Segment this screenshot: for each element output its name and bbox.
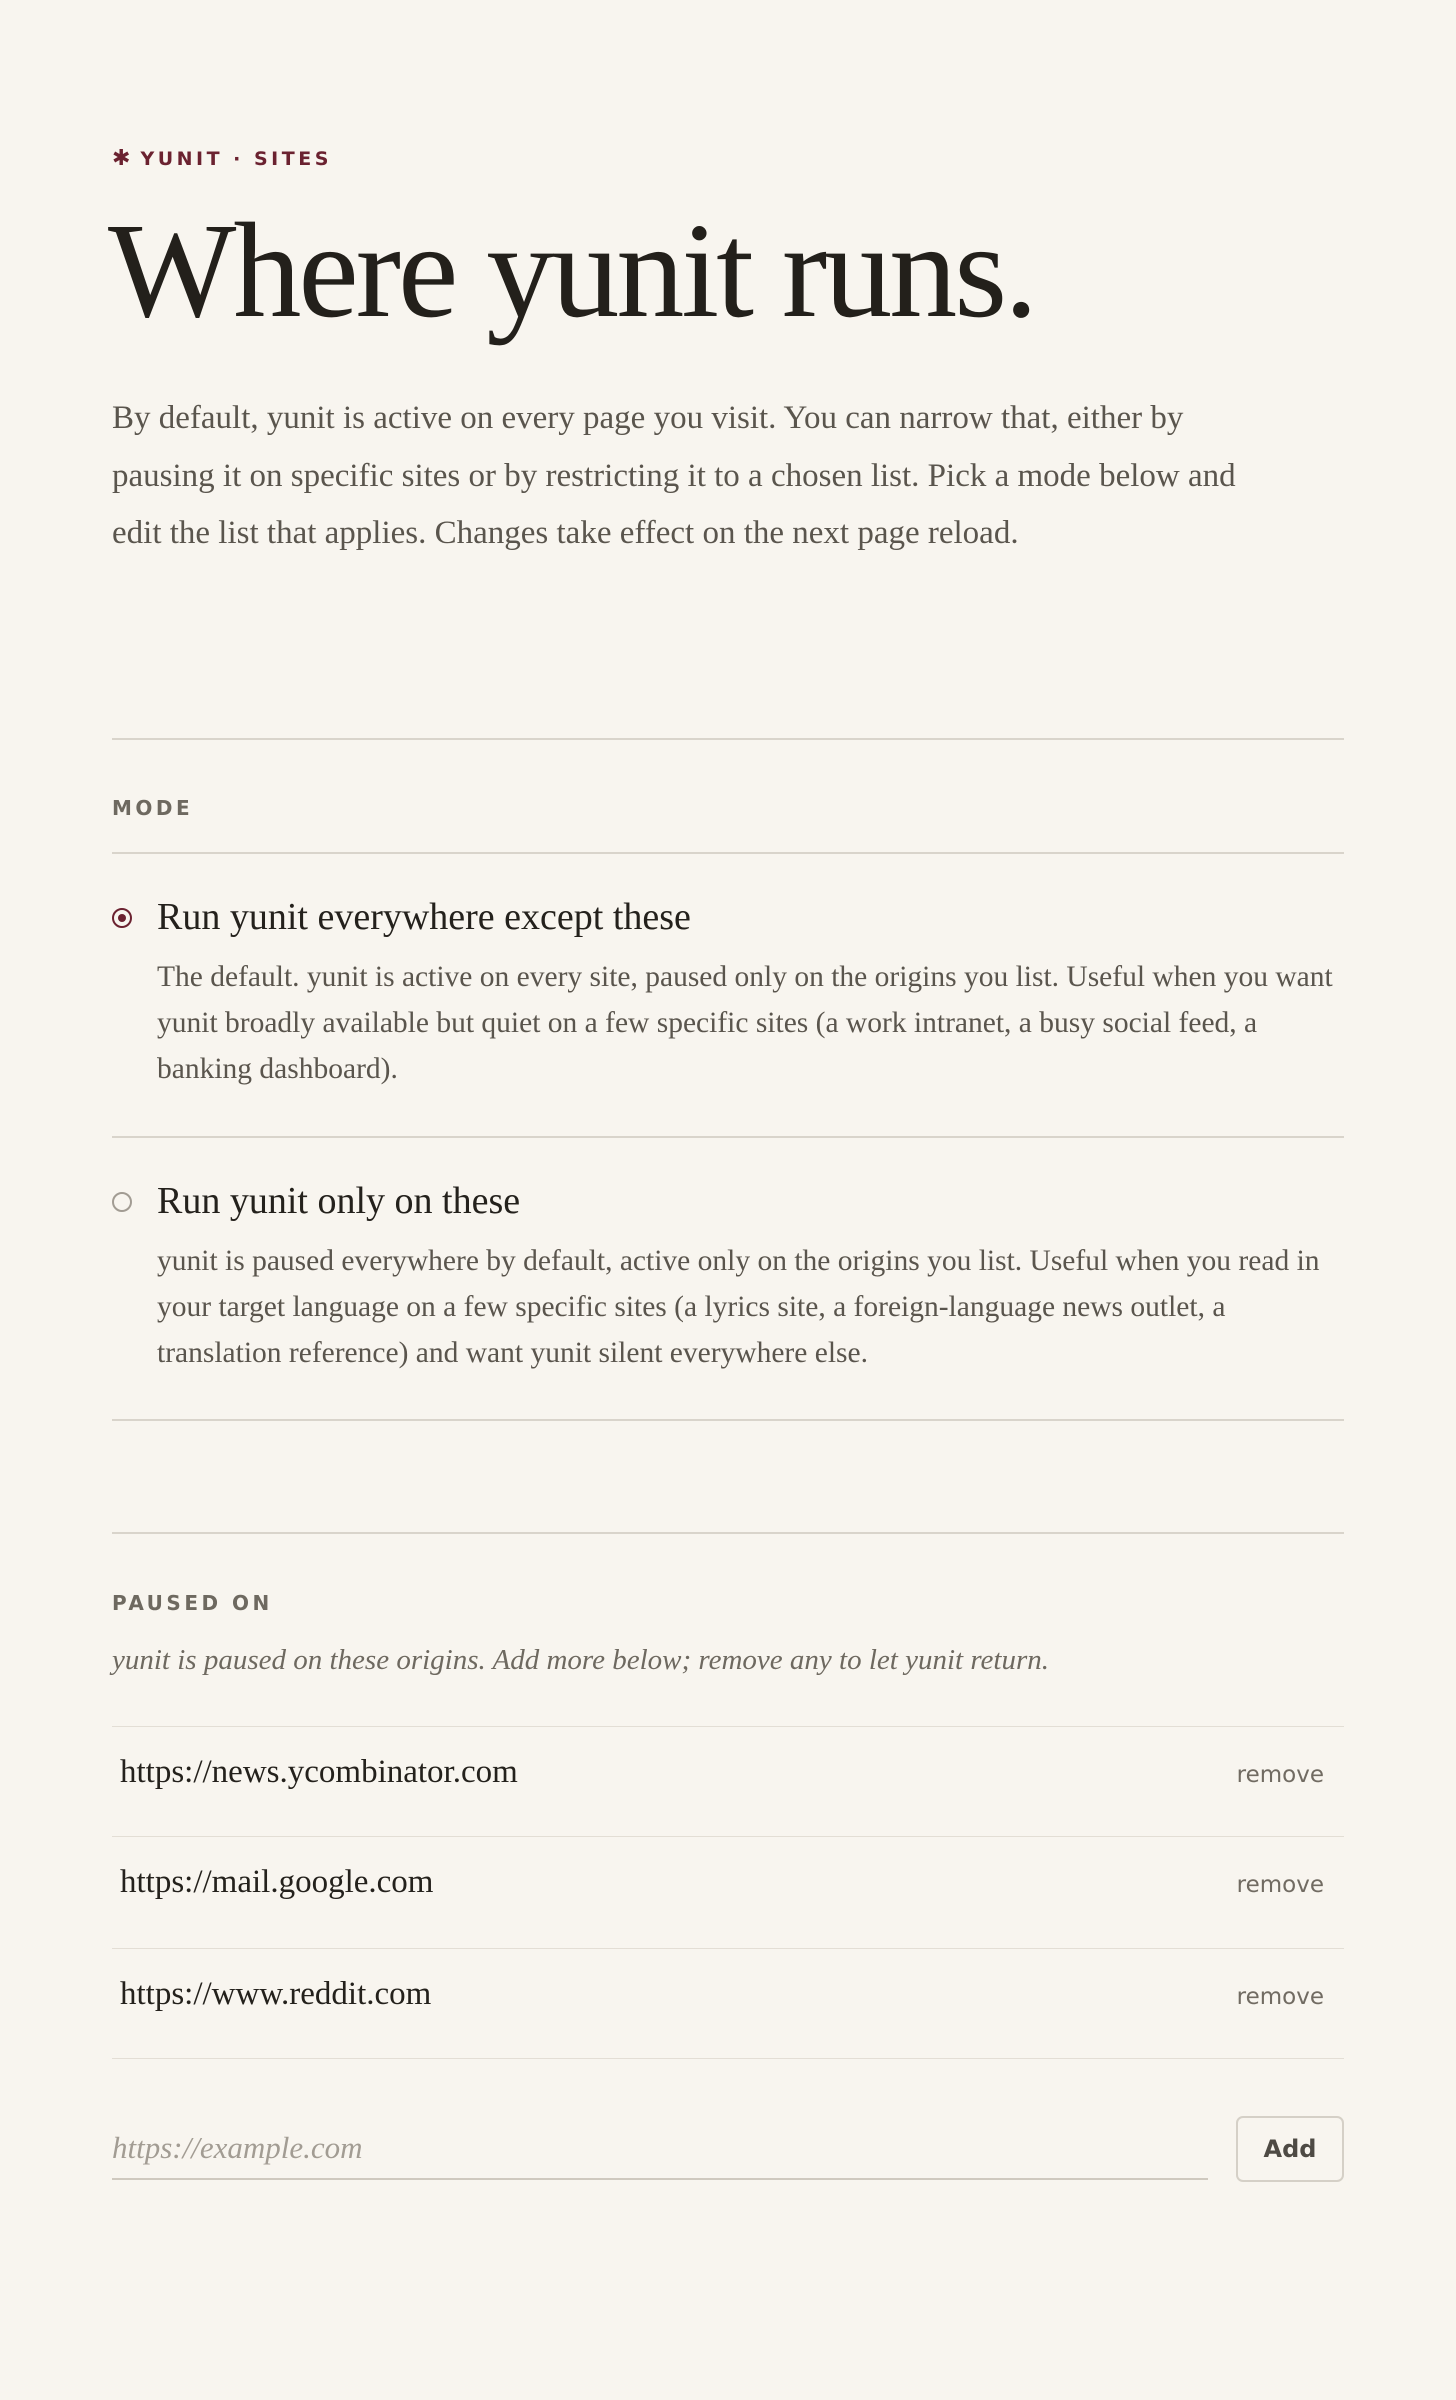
option-description: The default. yunit is active on every site, paused only on the origins you list. Useful when you want yunit broadly available but quiet on a few specific sites (a work intranet, a busy social feed, a banking dashboard). <box>157 961 1333 1085</box>
divider <box>112 2058 1344 2059</box>
paused-note: yunit is paused on these origins. Add more below; remove any to let yunit return. <box>112 1644 1049 1676</box>
eyebrow <box>112 146 332 171</box>
mode-section-label: MODE <box>112 796 194 820</box>
divider <box>112 1419 1344 1421</box>
radio-only[interactable] <box>112 1192 132 1212</box>
page-title: Where yunit runs. <box>108 196 1036 346</box>
remove-button[interactable]: remove <box>1236 1872 1324 1898</box>
divider <box>112 852 1344 854</box>
radio-except[interactable] <box>112 908 132 928</box>
add-button[interactable]: Add <box>1236 2116 1344 2182</box>
paused-section-label: PAUSED ON <box>112 1591 273 1615</box>
divider <box>112 738 1344 740</box>
list-item <box>112 1836 1344 1946</box>
list-item <box>112 1726 1344 1836</box>
remove-button[interactable]: remove <box>1236 1762 1324 1788</box>
mode-option-only[interactable] <box>112 1178 1344 1378</box>
mode-option-except[interactable] <box>112 894 1344 1094</box>
intro-paragraph: By default, yunit is active on every page you visit. You can narrow that, either by pausing it on specific sites or by restricting it to a chosen list. Pick a mode below and edit the list that applies. Changes take effect on the next page reload. <box>112 400 1236 551</box>
option-title: Run yunit only on these <box>157 1180 521 1222</box>
divider <box>112 1532 1344 1534</box>
origin-text: https://mail.google.com <box>120 1864 434 1900</box>
origin-text: https://www.reddit.com <box>120 1976 432 2012</box>
remove-button[interactable]: remove <box>1236 1984 1324 2010</box>
origin-input[interactable] <box>112 2118 1208 2180</box>
option-title: Run yunit everywhere except these <box>157 896 691 938</box>
list-item <box>112 1948 1344 2058</box>
divider <box>112 1136 1344 1138</box>
origin-text: https://news.ycombinator.com <box>120 1754 518 1790</box>
option-description: yunit is paused everywhere by default, active only on the origins you list. Useful when you read in your target language on a few specific sites (a lyrics site, a foreign-language news outlet, a translation reference) and want yunit silent everywhere else. <box>157 1245 1320 1369</box>
eyebrow-label: YUNIT · SITES <box>140 147 332 170</box>
asterisk-icon: ✱ <box>112 146 131 171</box>
